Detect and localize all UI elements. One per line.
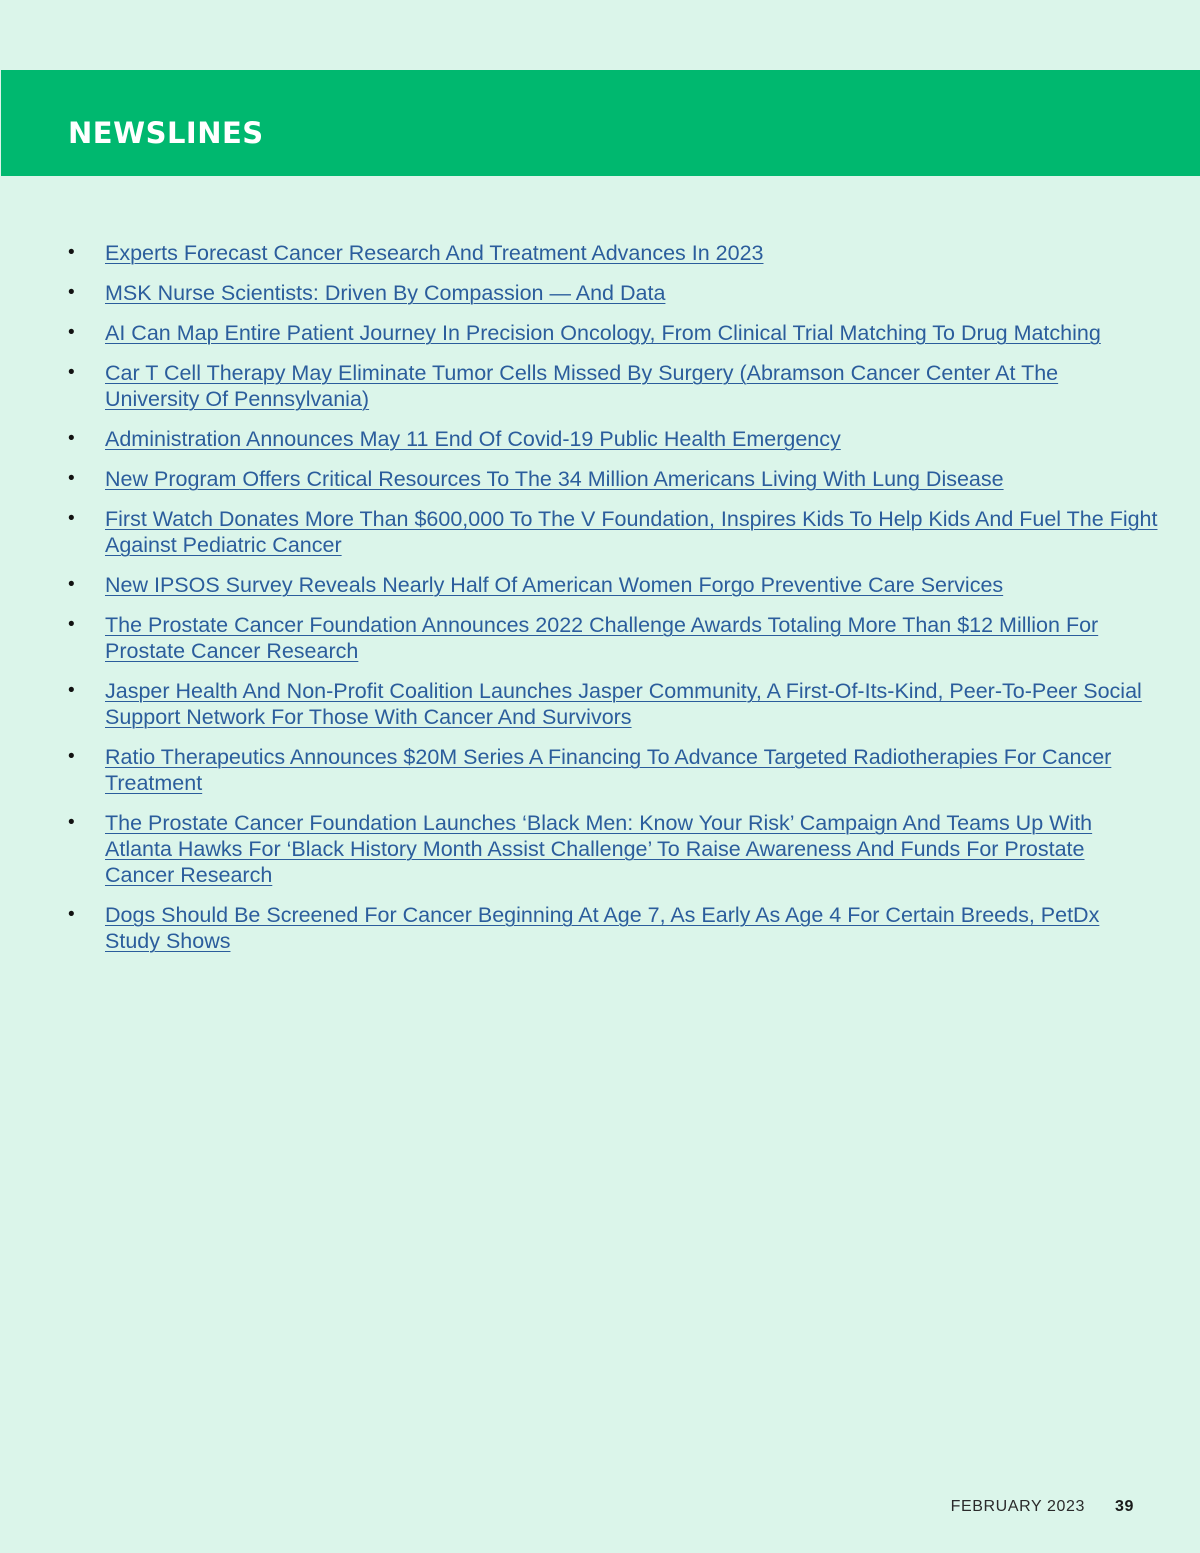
news-link[interactable]: MSK Nurse Scientists: Driven By Compassion — And Data xyxy=(105,281,666,305)
news-link[interactable]: The Prostate Cancer Foundation Announces 2022 Challenge Awards Totaling More Than $12 Million For Prostate Cancer Research xyxy=(105,613,1099,663)
bullet-icon: • xyxy=(68,574,75,595)
issue-date: FEBRUARY 2023 xyxy=(950,1498,1085,1515)
list-item xyxy=(68,360,1158,412)
news-link[interactable]: Dogs Should Be Screened For Cancer Beginning At Age 7, As Early As Age 4 For Certain Breeds, PetDx Study Shows xyxy=(105,903,1100,953)
bullet-icon: • xyxy=(68,428,75,449)
bullet-icon: • xyxy=(68,812,75,833)
bullet-icon: • xyxy=(68,614,75,635)
list-item xyxy=(68,320,1158,346)
list-item xyxy=(68,678,1158,730)
list-item xyxy=(68,902,1158,954)
news-link[interactable]: Car T Cell Therapy May Eliminate Tumor Cells Missed By Surgery (Abramson Cancer Center At The University Of Pennsylvania) xyxy=(105,361,1059,411)
news-link[interactable]: First Watch Donates More Than $600,000 To The V Foundation, Inspires Kids To Help Kids And Fuel The Fight Against Pediatric Cancer xyxy=(105,507,1158,557)
bullet-icon: • xyxy=(68,746,75,767)
list-item xyxy=(68,466,1158,492)
list-item xyxy=(68,612,1158,664)
list-item xyxy=(68,426,1158,452)
bullet-icon: • xyxy=(68,680,75,701)
bullet-icon: • xyxy=(68,904,75,925)
list-item xyxy=(68,572,1158,598)
list-item xyxy=(68,240,1158,266)
newslines-list xyxy=(68,240,1158,968)
list-item xyxy=(68,810,1158,888)
news-link[interactable]: New Program Offers Critical Resources To The 34 Million Americans Living With Lung Disease xyxy=(105,467,1004,491)
bullet-icon: • xyxy=(68,242,75,263)
list-item xyxy=(68,744,1158,796)
news-link[interactable]: Administration Announces May 11 End Of Covid-19 Public Health Emergency xyxy=(105,427,841,451)
list-item xyxy=(68,506,1158,558)
news-link[interactable]: Ratio Therapeutics Announces $20M Series A Financing To Advance Targeted Radiotherapies For Cancer Treatment xyxy=(105,745,1112,795)
bullet-icon: • xyxy=(68,468,75,489)
page-number: 39 xyxy=(1115,1498,1134,1515)
news-link[interactable]: New IPSOS Survey Reveals Nearly Half Of American Women Forgo Preventive Care Services xyxy=(105,573,1004,597)
bullet-icon: • xyxy=(68,282,75,303)
news-link[interactable]: The Prostate Cancer Foundation Launches ‘Black Men: Know Your Risk’ Campaign And Teams Up With Atlanta Hawks For ‘Black History Month Assist Challenge’ To Raise Awareness And Funds For Prostate Cancer Research xyxy=(105,811,1093,887)
bullet-icon: • xyxy=(68,508,75,529)
page-footer xyxy=(951,1498,1134,1516)
list-item xyxy=(68,280,1158,306)
news-link[interactable]: Experts Forecast Cancer Research And Treatment Advances In 2023 xyxy=(105,241,764,265)
section-title: NEWSLINES xyxy=(68,116,264,150)
bullet-icon: • xyxy=(68,322,75,343)
news-link[interactable]: Jasper Health And Non-Profit Coalition Launches Jasper Community, A First-Of-Its-Kind, Peer-To-Peer Social Support Network For Those With Cancer And Survivors xyxy=(105,679,1142,729)
news-link[interactable]: AI Can Map Entire Patient Journey In Precision Oncology, From Clinical Trial Matching To Drug Matching xyxy=(105,321,1101,345)
bullet-icon: • xyxy=(68,362,75,383)
